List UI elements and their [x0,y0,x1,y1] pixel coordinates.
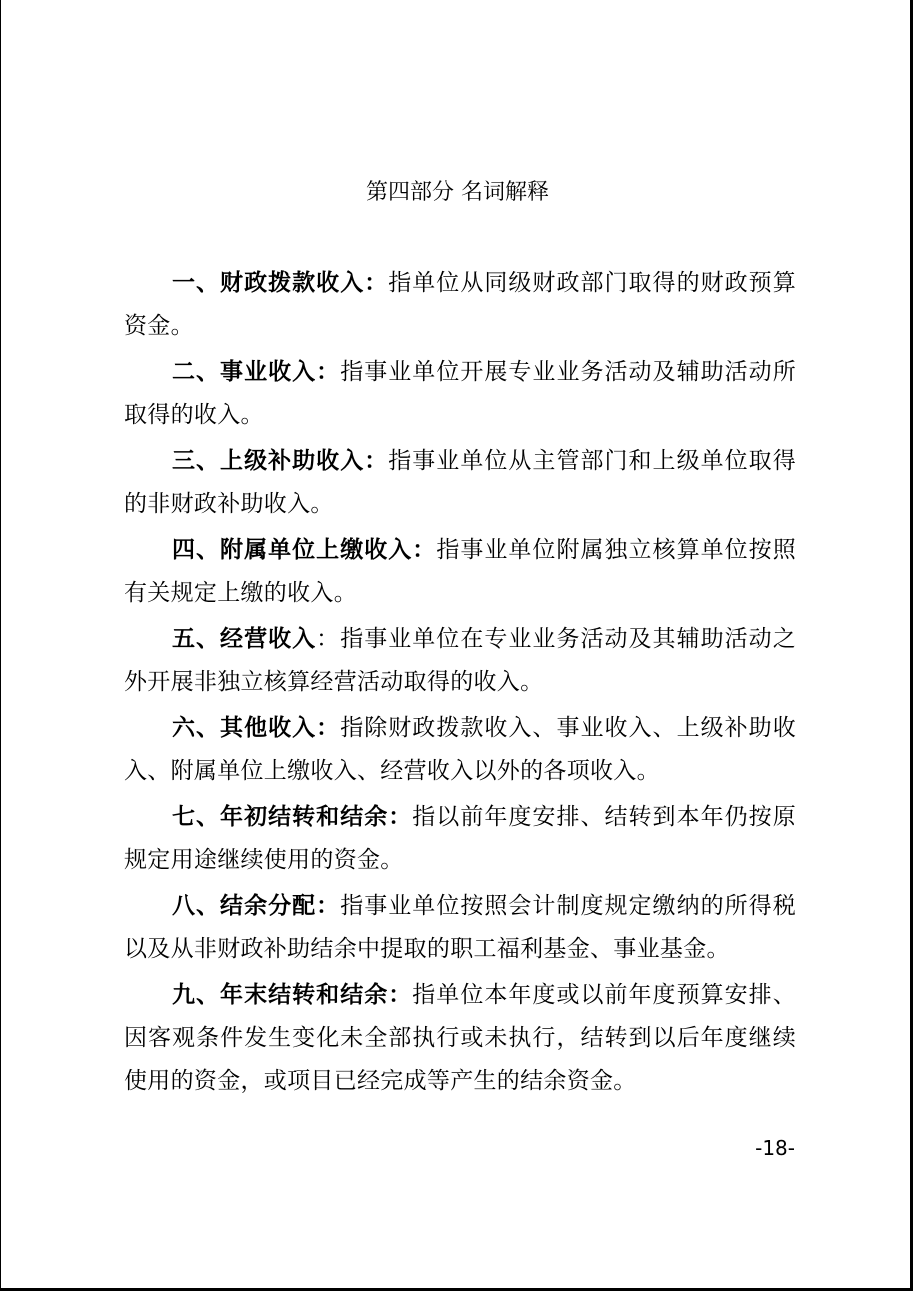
glossary-definition: 指事业单位附属独立核算单位按照有关规定上缴的收入。 [124,537,796,606]
glossary-term: 九、年末结转和结余： [172,982,413,1008]
glossary-definition: 指单位本年度或以前年度预算安排、因客观条件发生变化未全部执行或未执行，结转到以后年度继续使用的资金，或项目已经完成等产生的结余资金。 [124,982,796,1094]
page-number: -18- [755,1136,795,1160]
glossary-term: 六、其他收入： [172,715,341,741]
glossary-entry-2 [124,351,796,437]
glossary-entry-1 [124,262,796,348]
glossary-definition: 指事业单位开展专业业务活动及辅助活动所取得的收入。 [124,359,796,428]
glossary-term: 一、财政拨款收入： [172,270,389,296]
glossary-definition: 指事业单位按照会计制度规定缴纳的所得税以及从非财政补助结余中提取的职工福利基金、事业基金。 [124,893,796,962]
glossary-term: 八、结余分配： [172,893,341,919]
glossary-term: 五、经营收入 [172,626,317,652]
glossary-definition: 指除财政拨款收入、事业收入、上级补助收入、附属单位上缴收入、经营收入以外的各项收入。 [124,715,796,784]
glossary-entry-8 [124,885,796,971]
glossary-entry-4 [124,529,796,615]
glossary-entry-5 [124,618,796,704]
glossary-entry-6 [124,707,796,793]
glossary-definition: 指单位从同级财政部门取得的财政预算资金。 [124,270,796,339]
glossary-entry-3 [124,440,796,526]
glossary-entry-9 [124,974,796,1103]
glossary-term: 四、附属单位上缴收入： [172,537,437,563]
glossary-term: 二、事业收入： [172,359,341,385]
glossary-entry-7 [124,796,796,882]
glossary-term: 七、年初结转和结余： [172,804,413,830]
glossary-definition: ：指事业单位在专业业务活动及其辅助活动之外开展非独立核算经营活动取得的收入。 [124,626,796,695]
glossary-term: 三、上级补助收入： [172,448,389,474]
glossary-definition: 指以前年度安排、结转到本年仍按原规定用途继续使用的资金。 [124,804,796,873]
glossary-definition: 指事业单位从主管部门和上级单位取得的非财政补助收入。 [124,448,796,517]
page-title: 第四部分 名词解释 [366,180,549,205]
glossary-list [124,262,796,1106]
